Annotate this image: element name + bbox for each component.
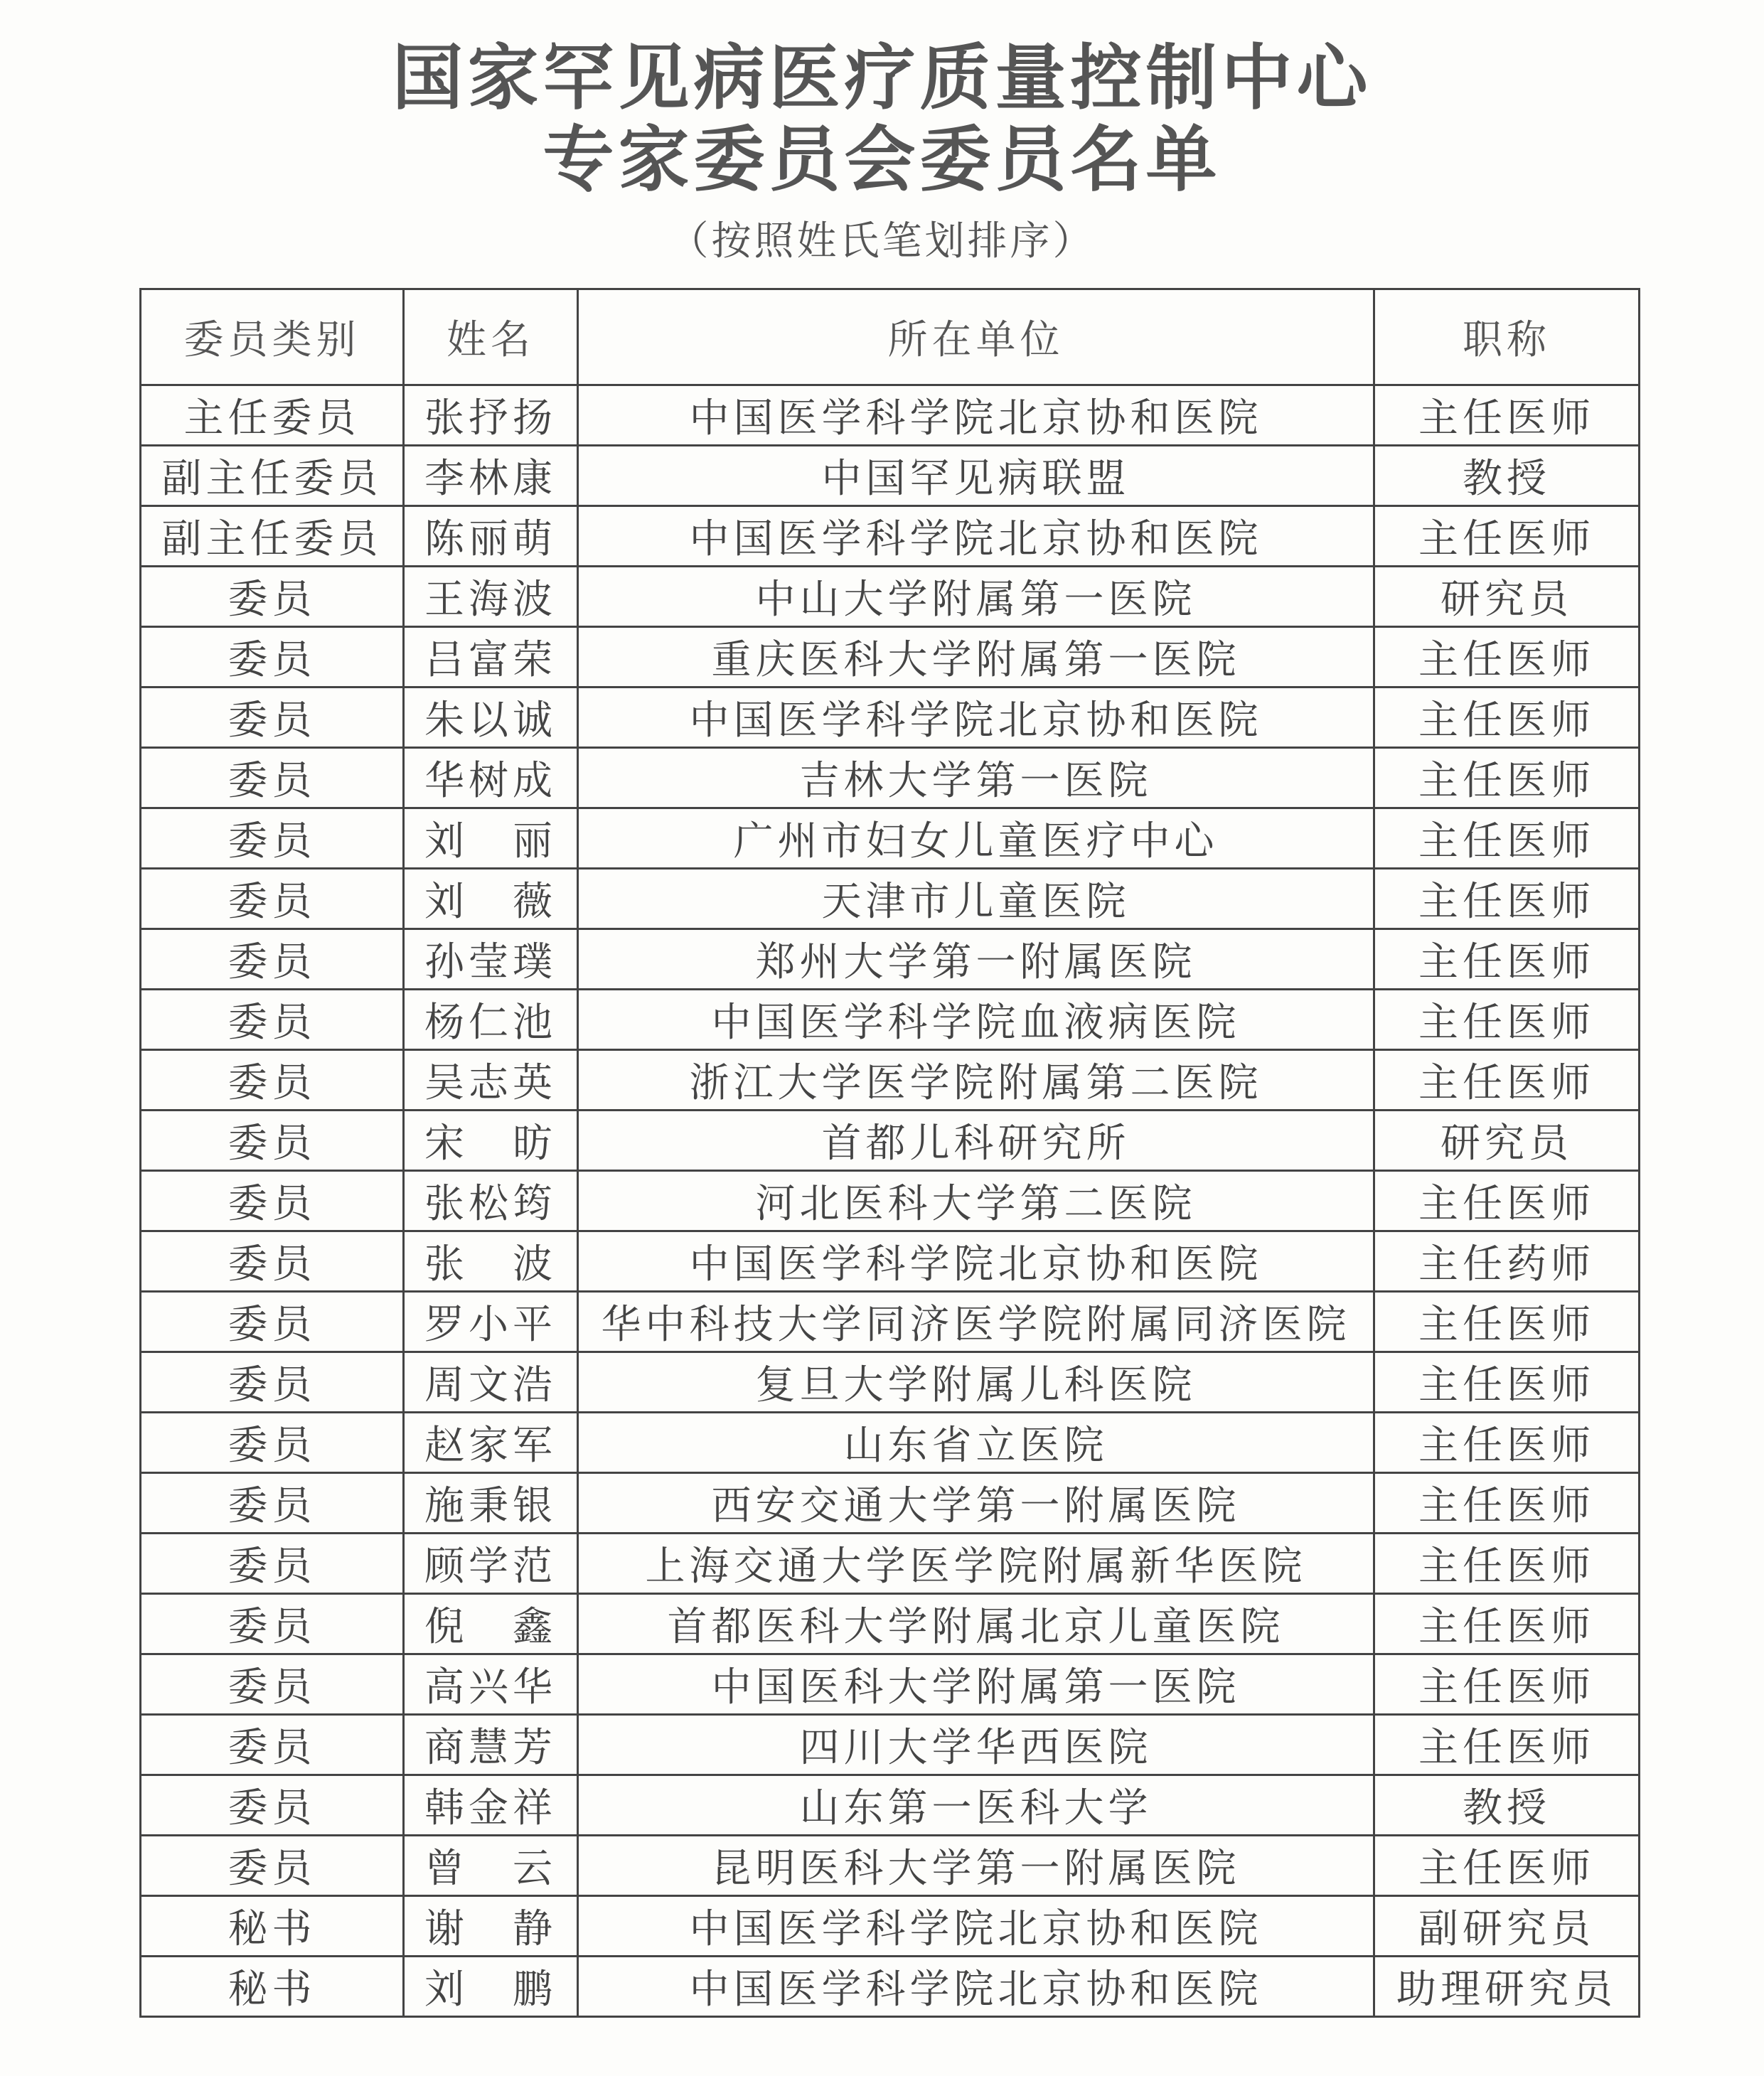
member-unit: 四川大学华西医院 <box>578 1715 1374 1775</box>
table-row <box>141 506 1640 567</box>
member-category: 委员 <box>141 990 404 1050</box>
member-unit: 中山大学附属第一医院 <box>578 567 1374 627</box>
member-title: 教授 <box>1374 446 1640 506</box>
member-unit: 首都医科大学附属北京儿童医院 <box>578 1594 1374 1654</box>
member-category: 委员 <box>141 1231 404 1292</box>
table-row <box>141 1957 1640 2017</box>
member-unit: 中国医学科学院北京协和医院 <box>578 385 1374 446</box>
member-title: 主任医师 <box>1374 1050 1640 1111</box>
member-category: 秘书 <box>141 1957 404 2017</box>
member-category: 委员 <box>141 929 404 990</box>
header-category: 委员类别 <box>141 289 404 385</box>
member-name: 刘 薇 <box>404 869 578 929</box>
member-name: 王海波 <box>404 567 578 627</box>
member-unit: 首都儿科研究所 <box>578 1111 1374 1171</box>
member-name: 高兴华 <box>404 1654 578 1715</box>
member-unit: 上海交通大学医学院附属新华医院 <box>578 1534 1374 1594</box>
member-unit: 河北医科大学第二医院 <box>578 1171 1374 1231</box>
member-category: 委员 <box>141 627 404 687</box>
table-row <box>141 1292 1640 1352</box>
table-row <box>141 1715 1640 1775</box>
header-title: 职称 <box>1374 289 1640 385</box>
table-row <box>141 385 1640 446</box>
document-title-line-2: 专家委员会委员名单 <box>542 118 1222 201</box>
member-name: 罗小平 <box>404 1292 578 1352</box>
member-title: 教授 <box>1374 1775 1640 1836</box>
member-title: 主任医师 <box>1374 1715 1640 1775</box>
member-name: 刘 鹏 <box>404 1957 578 2017</box>
member-unit: 复旦大学附属儿科医院 <box>578 1352 1374 1413</box>
member-category: 副主任委员 <box>141 446 404 506</box>
member-category: 委员 <box>141 1050 404 1111</box>
member-unit: 天津市儿童医院 <box>578 869 1374 929</box>
member-unit: 中国罕见病联盟 <box>578 446 1374 506</box>
member-unit: 西安交通大学第一附属医院 <box>578 1473 1374 1534</box>
member-unit: 中国医学科学院北京协和医院 <box>578 506 1374 567</box>
table-row <box>141 1413 1640 1473</box>
member-unit: 中国医学科学院北京协和医院 <box>578 1896 1374 1957</box>
member-category: 委员 <box>141 1594 404 1654</box>
member-name: 朱以诚 <box>404 687 578 748</box>
member-title: 主任医师 <box>1374 929 1640 990</box>
member-category: 委员 <box>141 1473 404 1534</box>
member-name: 施秉银 <box>404 1473 578 1534</box>
member-category: 委员 <box>141 1775 404 1836</box>
table-row <box>141 1836 1640 1896</box>
member-title: 主任医师 <box>1374 808 1640 869</box>
table-row <box>141 1775 1640 1836</box>
table-row <box>141 567 1640 627</box>
table-row <box>141 446 1640 506</box>
table-row <box>141 1594 1640 1654</box>
member-name: 刘 丽 <box>404 808 578 869</box>
member-name: 华树成 <box>404 748 578 808</box>
member-name: 周文浩 <box>404 1352 578 1413</box>
member-title: 主任药师 <box>1374 1231 1640 1292</box>
table-row <box>141 1231 1640 1292</box>
header-unit: 所在单位 <box>578 289 1374 385</box>
member-category: 委员 <box>141 869 404 929</box>
member-name: 宋 昉 <box>404 1111 578 1171</box>
member-unit: 浙江大学医学院附属第二医院 <box>578 1050 1374 1111</box>
member-category: 委员 <box>141 1171 404 1231</box>
member-category: 副主任委员 <box>141 506 404 567</box>
table-row <box>141 1050 1640 1111</box>
member-name: 赵家军 <box>404 1413 578 1473</box>
member-name: 韩金祥 <box>404 1775 578 1836</box>
table-row <box>141 1352 1640 1413</box>
member-title: 主任医师 <box>1374 990 1640 1050</box>
member-title: 主任医师 <box>1374 1171 1640 1231</box>
member-category: 委员 <box>141 1413 404 1473</box>
member-category: 委员 <box>141 1111 404 1171</box>
table-body <box>141 385 1640 2017</box>
member-title: 研究员 <box>1374 567 1640 627</box>
member-unit: 中国医学科学院北京协和医院 <box>578 1231 1374 1292</box>
member-category: 主任委员 <box>141 385 404 446</box>
member-category: 委员 <box>141 1352 404 1413</box>
table-row <box>141 1654 1640 1715</box>
member-name: 倪 鑫 <box>404 1594 578 1654</box>
member-title: 主任医师 <box>1374 687 1640 748</box>
member-title: 主任医师 <box>1374 506 1640 567</box>
member-unit: 郑州大学第一附属医院 <box>578 929 1374 990</box>
member-name: 吴志英 <box>404 1050 578 1111</box>
member-title: 主任医师 <box>1374 1413 1640 1473</box>
member-title: 主任医师 <box>1374 869 1640 929</box>
member-title: 主任医师 <box>1374 1594 1640 1654</box>
table-row <box>141 869 1640 929</box>
member-name: 张抒扬 <box>404 385 578 446</box>
member-title: 主任医师 <box>1374 1473 1640 1534</box>
document-title-line-1: 国家罕见病医疗质量控制中心 <box>392 36 1372 119</box>
table-header-row <box>141 289 1640 385</box>
member-title: 主任医师 <box>1374 748 1640 808</box>
member-unit: 中国医学科学院北京协和医院 <box>578 1957 1374 2017</box>
table-row <box>141 687 1640 748</box>
member-name: 吕富荣 <box>404 627 578 687</box>
member-name: 谢 静 <box>404 1896 578 1957</box>
member-name: 李林康 <box>404 446 578 506</box>
table-row <box>141 1171 1640 1231</box>
member-name: 张松筠 <box>404 1171 578 1231</box>
member-name: 曾 云 <box>404 1836 578 1896</box>
table-row <box>141 1896 1640 1957</box>
table-row <box>141 748 1640 808</box>
table-row <box>141 990 1640 1050</box>
member-title: 主任医师 <box>1374 385 1640 446</box>
member-category: 委员 <box>141 1836 404 1896</box>
member-category: 委员 <box>141 1292 404 1352</box>
table-row <box>141 1534 1640 1594</box>
member-title: 主任医师 <box>1374 627 1640 687</box>
member-title: 助理研究员 <box>1374 1957 1640 2017</box>
member-title: 主任医师 <box>1374 1534 1640 1594</box>
member-category: 委员 <box>141 748 404 808</box>
document-subtitle: （按照姓氏笔划排序） <box>668 218 1096 264</box>
member-unit: 昆明医科大学第一附属医院 <box>578 1836 1374 1896</box>
member-unit: 中国医学科学院血液病医院 <box>578 990 1374 1050</box>
member-unit: 重庆医科大学附属第一医院 <box>578 627 1374 687</box>
member-title: 主任医师 <box>1374 1352 1640 1413</box>
member-title: 主任医师 <box>1374 1836 1640 1896</box>
table-row <box>141 929 1640 990</box>
member-title: 研究员 <box>1374 1111 1640 1171</box>
member-title: 主任医师 <box>1374 1292 1640 1352</box>
table-row <box>141 808 1640 869</box>
member-unit: 中国医学科学院北京协和医院 <box>578 687 1374 748</box>
member-unit: 中国医科大学附属第一医院 <box>578 1654 1374 1715</box>
table-row <box>141 627 1640 687</box>
member-category: 委员 <box>141 1534 404 1594</box>
member-title: 副研究员 <box>1374 1896 1640 1957</box>
member-category: 委员 <box>141 1715 404 1775</box>
member-unit: 山东省立医院 <box>578 1413 1374 1473</box>
committee-member-table <box>139 288 1640 2018</box>
member-name: 顾学范 <box>404 1534 578 1594</box>
member-unit: 吉林大学第一医院 <box>578 748 1374 808</box>
member-unit: 广州市妇女儿童医疗中心 <box>578 808 1374 869</box>
member-name: 孙莹璞 <box>404 929 578 990</box>
member-name: 张 波 <box>404 1231 578 1292</box>
member-category: 委员 <box>141 567 404 627</box>
member-category: 秘书 <box>141 1896 404 1957</box>
member-category: 委员 <box>141 808 404 869</box>
member-unit: 山东第一医科大学 <box>578 1775 1374 1836</box>
member-name: 陈丽萌 <box>404 506 578 567</box>
table-row <box>141 1473 1640 1534</box>
member-category: 委员 <box>141 1654 404 1715</box>
member-name: 商慧芳 <box>404 1715 578 1775</box>
table-row <box>141 1111 1640 1171</box>
member-unit: 华中科技大学同济医学院附属同济医院 <box>578 1292 1374 1352</box>
member-category: 委员 <box>141 687 404 748</box>
member-title: 主任医师 <box>1374 1654 1640 1715</box>
member-name: 杨仁池 <box>404 990 578 1050</box>
header-name: 姓名 <box>404 289 578 385</box>
